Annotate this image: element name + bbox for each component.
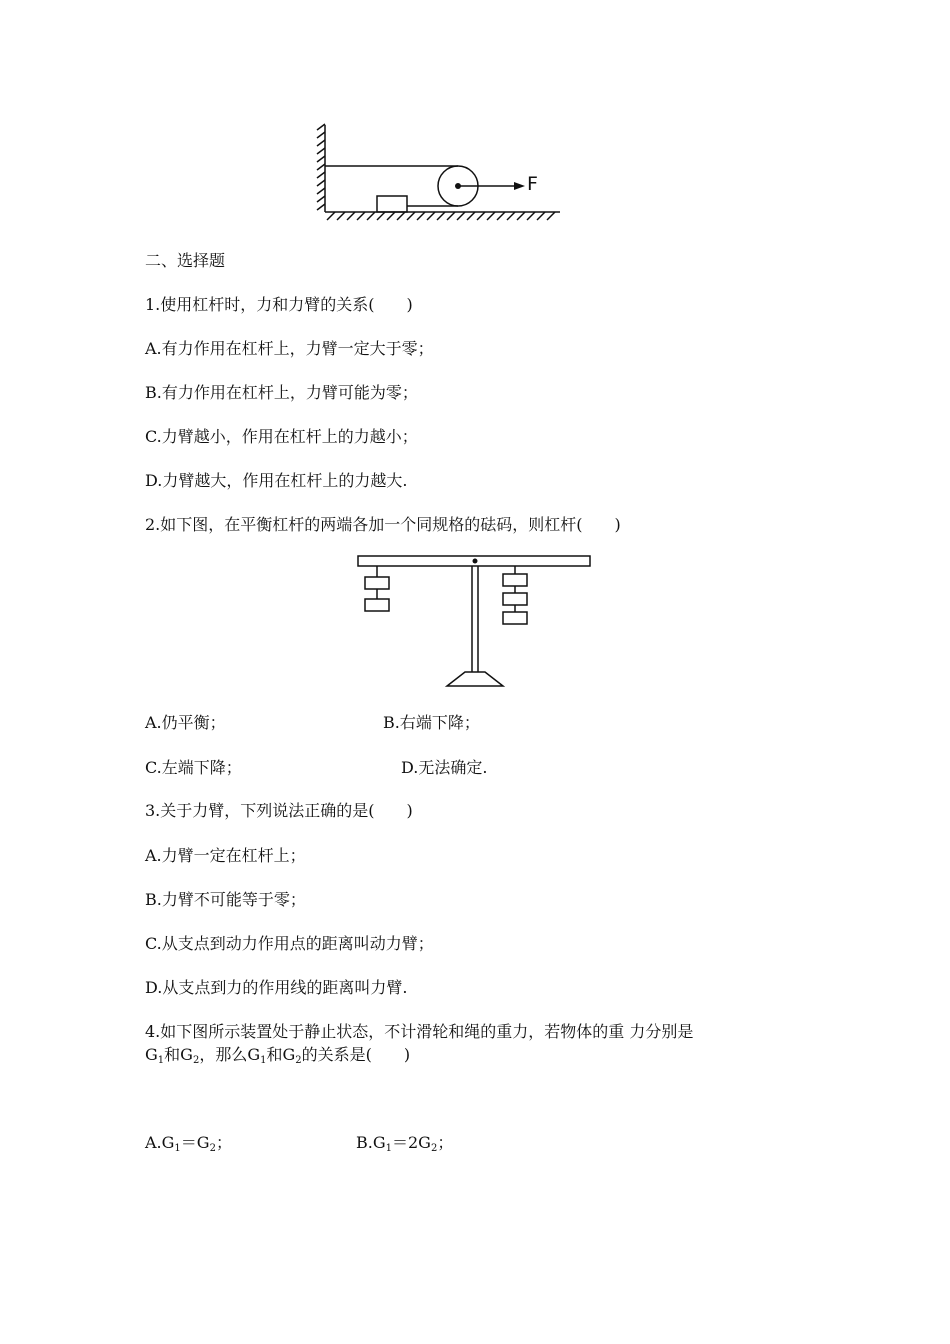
q4-option-text: ；	[215, 1133, 232, 1152]
subscript: 1	[157, 1055, 165, 1066]
q2-option-b: B.右端下降；	[383, 713, 480, 732]
q4-text: G	[145, 1045, 158, 1064]
q3-stem: 3.关于力臂，下列说法正确的是( )	[145, 801, 413, 820]
pulley-diagram	[305, 120, 565, 230]
subscript: 2	[295, 1055, 302, 1066]
q4-option-b	[356, 1133, 453, 1153]
q3-option-d: D.从支点到力的作用线的距离叫力臂.	[145, 978, 408, 997]
q4-text: 的关系是( )	[301, 1045, 411, 1064]
q4-text: 和G	[266, 1045, 296, 1064]
q4-stem-line2	[145, 1045, 410, 1065]
subscript: 2	[430, 1143, 438, 1154]
q2-option-d: D.无法确定.	[401, 758, 488, 777]
q1-option-a: A.有力作用在杠杆上，力臂一定大于零；	[145, 339, 434, 358]
q4-option-text: ；	[437, 1133, 454, 1152]
q3-option-a: A.力臂一定在杠杆上；	[145, 846, 306, 865]
q4-option-text: ＝2G	[392, 1133, 431, 1152]
q4-text: 和G	[164, 1045, 193, 1064]
subscript: 1	[385, 1143, 392, 1154]
q3-option-b: B.力臂不可能等于零；	[145, 890, 306, 909]
force-label: F	[527, 173, 538, 195]
q4-text: ，那么G	[199, 1045, 261, 1064]
q4-option-text: ＝G	[180, 1133, 210, 1152]
q2-option-a: A.仍平衡；	[145, 713, 226, 732]
q2-stem: 2.如下图，在平衡杠杆的两端各加一个同规格的砝码，则杠杆( )	[145, 515, 621, 534]
subscript: 2	[209, 1143, 216, 1154]
lever-diagram	[355, 550, 595, 690]
q1-option-d: D.力臂越大，作用在杠杆上的力越大.	[145, 471, 408, 490]
subscript: 2	[192, 1055, 200, 1066]
subscript: 1	[174, 1143, 181, 1154]
q4-option-a	[145, 1133, 232, 1153]
q1-stem: 1.使用杠杆时，力和力臂的关系( )	[145, 295, 413, 314]
subscript: 1	[260, 1055, 267, 1066]
q4-option-text: A.G	[145, 1133, 175, 1152]
q4-stem-line1: 4.如下图所示装置处于静止状态，不计滑轮和绳的重力，若物体的重 力分别是	[145, 1022, 694, 1041]
section-title: 二、选择题	[145, 251, 226, 270]
q2-option-c: C.左端下降；	[145, 758, 242, 777]
q1-option-b: B.有力作用在杠杆上，力臂可能为零；	[145, 383, 418, 402]
q4-option-text: B.G	[356, 1133, 386, 1152]
q1-option-c: C.力臂越小，作用在杠杆上的力越小；	[145, 427, 418, 446]
q3-option-c: C.从支点到动力作用点的距离叫动力臂；	[145, 934, 434, 953]
